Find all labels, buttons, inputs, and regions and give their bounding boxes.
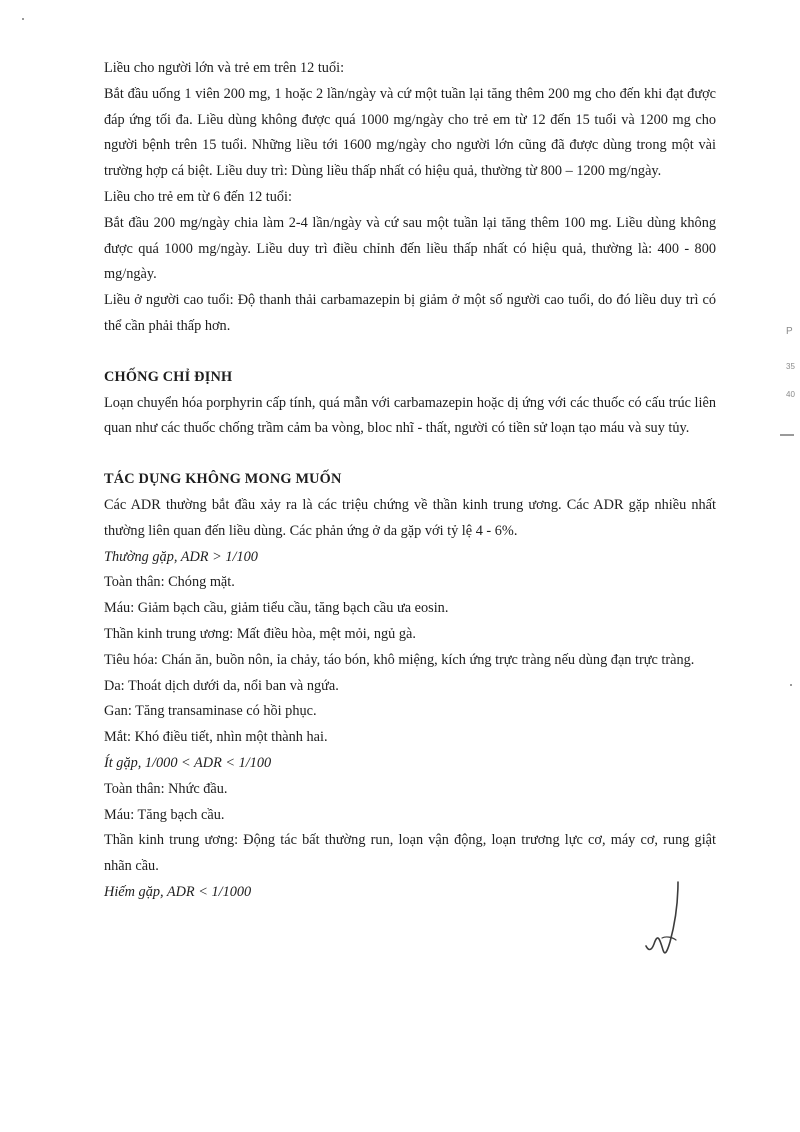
uncommon-frequency-label: Ít gặp, 1/000 < ADR < 1/100 — [104, 754, 272, 771]
adverse-effects-heading: TÁC DỤNG KHÔNG MONG MUỐN — [104, 471, 342, 488]
corner-dot — [22, 18, 24, 20]
margin-dot — [790, 684, 792, 686]
child-dose-heading: Liều cho trẻ em từ 6 đến 12 tuổi: — [104, 188, 293, 205]
adult-dose-text: Bắt đầu uống 1 viên 200 mg, 1 hoặc 2 lần/ngày và cứ một tuần lại tăng thêm 200 mg cho đến khi đạt được đáp ứng tối đa. Liều dùng không được quá 1000 mg/ngày cho trẻ em từ 12 đến 15 tuổi và 1200 mg cho người bệnh trên 15 tuổi. Những liều tới 1600 mg/ngày cho người lớn cũng đã được dùng trong một vài trường hợp cá biệt. Liều duy trì: Dùng liều thấp nhất có hiệu quả, thường từ 800 – 1200 mg/ngày. — [104, 85, 716, 180]
common-effect-cns: Thần kinh trung ương: Mất điều hòa, mệt mỏi, ngủ gà. — [104, 625, 416, 642]
common-effect-blood: Máu: Giảm bạch cầu, giảm tiểu cầu, tăng bạch cầu ưa eosin. — [104, 600, 449, 617]
rare-frequency-label: Hiếm gặp, ADR < 1/1000 — [104, 883, 252, 900]
common-effect-general: Toàn thân: Chóng mặt. — [104, 574, 235, 591]
margin-mark-40: 40 — [786, 390, 795, 399]
common-effect-eye: Mắt: Khó điều tiết, nhìn một thành hai. — [104, 729, 328, 746]
handwritten-signature — [636, 880, 686, 960]
adult-dose-heading: Liều cho người lớn và trẻ em trên 12 tuổi: — [104, 60, 345, 76]
elderly-dose-text: Liều ở người cao tuổi: Độ thanh thải carbamazepin bị giảm ở một số người cao tuổi, do đó liều duy trì có thể cần phải thấp hơn. — [104, 292, 716, 334]
common-effect-digestive: Tiêu hóa: Chán ăn, buồn nôn, ỉa chảy, táo bón, khô miệng, kích ứng trực tràng nếu dùng đạn trực tràng. — [104, 651, 695, 668]
child-dose-text: Bắt đầu 200 mg/ngày chia làm 2-4 lần/ngày và cứ sau một tuần lại tăng thêm 100 mg. Liều dùng không được quá 1000 mg/ngày. Liều duy trì điều chỉnh đến liều thấp nhất có hiệu quả, thường là: 400 - 800 mg/ngày. — [104, 214, 716, 283]
margin-mark-p: P — [786, 326, 793, 337]
margin-dash — [780, 434, 794, 436]
common-effect-skin: Da: Thoát dịch dưới da, nổi ban và ngứa. — [104, 677, 339, 694]
contraindications-heading: CHỐNG CHỈ ĐỊNH — [104, 368, 233, 385]
margin-mark-35: 35 — [786, 362, 795, 371]
contraindications-text: Loạn chuyển hóa porphyrin cấp tính, quá mẫn với carbamazepin hoặc dị ứng với các thuốc có cấu trúc liên quan như các thuốc chống trầm cảm ba vòng, bloc nhĩ - thất, người có tiền sử loạn tạo máu và suy tủy. — [104, 394, 716, 437]
common-frequency-label: Thường gặp, ADR > 1/100 — [104, 548, 258, 565]
adverse-effects-intro: Các ADR thường bắt đầu xảy ra là các triệu chứng về thần kinh trung ương. Các ADR gặp nhiều nhất thường liên quan đến liều dùng. Các phản ứng ở da gặp với tỷ lệ 4 - 6%. — [104, 496, 716, 539]
document-body — [104, 56, 716, 906]
common-effect-liver: Gan: Tăng transaminase có hồi phục. — [104, 703, 317, 720]
uncommon-effect-general: Toàn thân: Nhức đầu. — [104, 780, 228, 797]
uncommon-effect-cns: Thần kinh trung ương: Động tác bất thường run, loạn vận động, loạn trương lực cơ, máy cơ, rung giật nhãn cầu. — [104, 832, 716, 875]
uncommon-effect-blood: Máu: Tăng bạch cầu. — [104, 806, 225, 823]
